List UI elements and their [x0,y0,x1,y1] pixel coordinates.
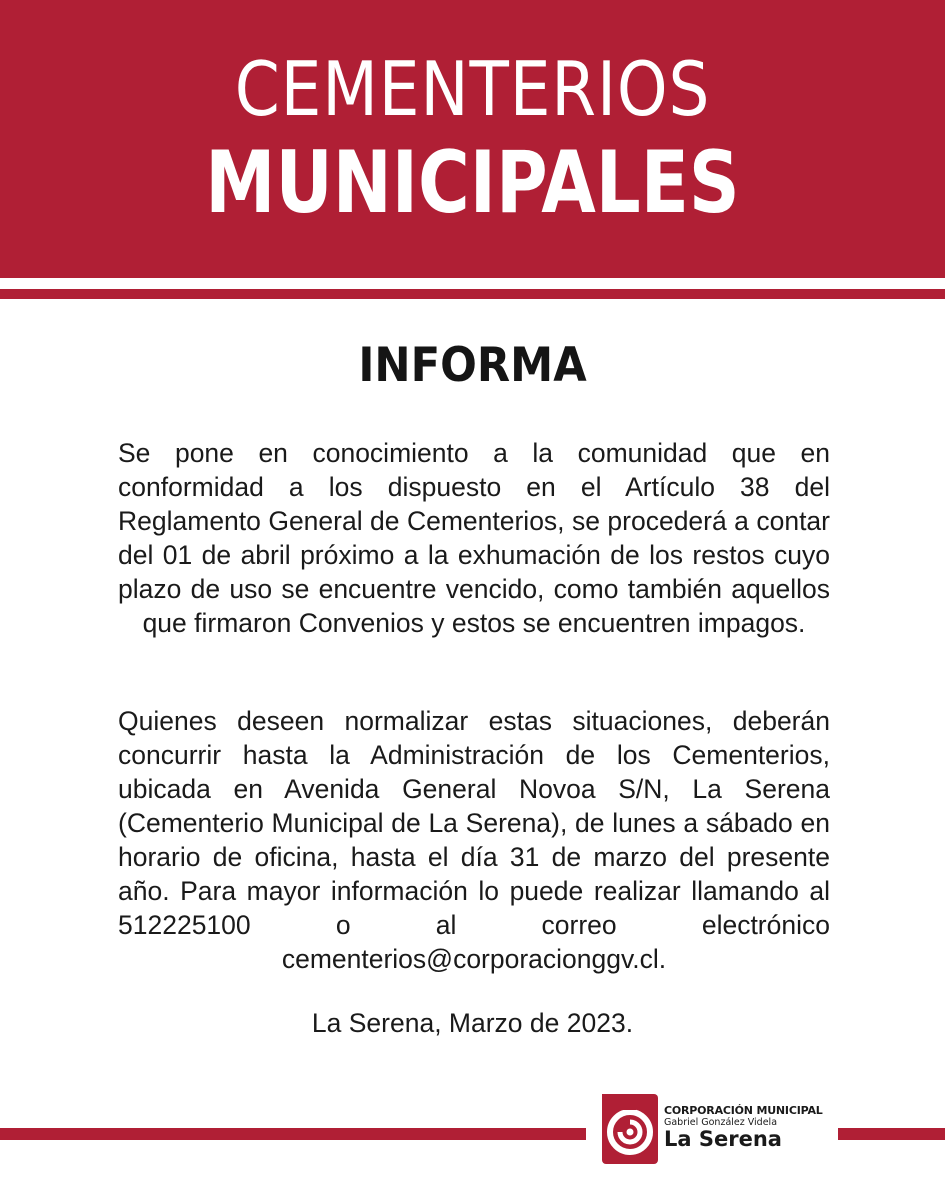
notice-paragraph-2: Quienes deseen normalizar estas situaciones, deberán concurrir hasta la Administración de los Cementerios, ubicada en Avenida General Novoa S/N, La Serena (Cementerio Municipal de La Serena), de lunes a sábado en horario de oficina, hasta el día 31 de marzo del presente año. Para mayor información lo puede realizar llamando al 512225100 o al correo electrónico cementerios@corporacionggv.cl. [118,706,830,974]
notice-signoff: La Serena, Marzo de 2023. [311,1008,634,1038]
corporation-logo [602,1094,832,1164]
logo-text-line3: La Serena [664,1127,782,1151]
header-band [0,0,945,278]
logo-text-line1: CORPORACIÓN MUNICIPAL [664,1104,823,1117]
header-title-line2: MUNICIPALES [205,133,740,233]
footer-stripe-right [838,1128,945,1140]
footer-stripe-left [0,1128,586,1140]
swirl-logo-icon [602,1094,658,1164]
header-title-line1: CEMENTERIOS [234,45,711,133]
logo-text-line2: Gabriel González Videla [664,1117,778,1128]
header-divider-stripe [0,289,945,299]
notice-paragraph-1: Se pone en conocimiento a la comunidad que en conformidad a los dispuesto en el Artículo 38 del Reglamento General de Cementerios, se procederá a contar del 01 de abril próximo a la exhumación de los restos cuyo plazo de uso se encuentre vencido, como también aquellos que firmaron Convenios y estos se encuentren impagos. [118,438,830,638]
notice-heading: INFORMA [358,338,587,393]
